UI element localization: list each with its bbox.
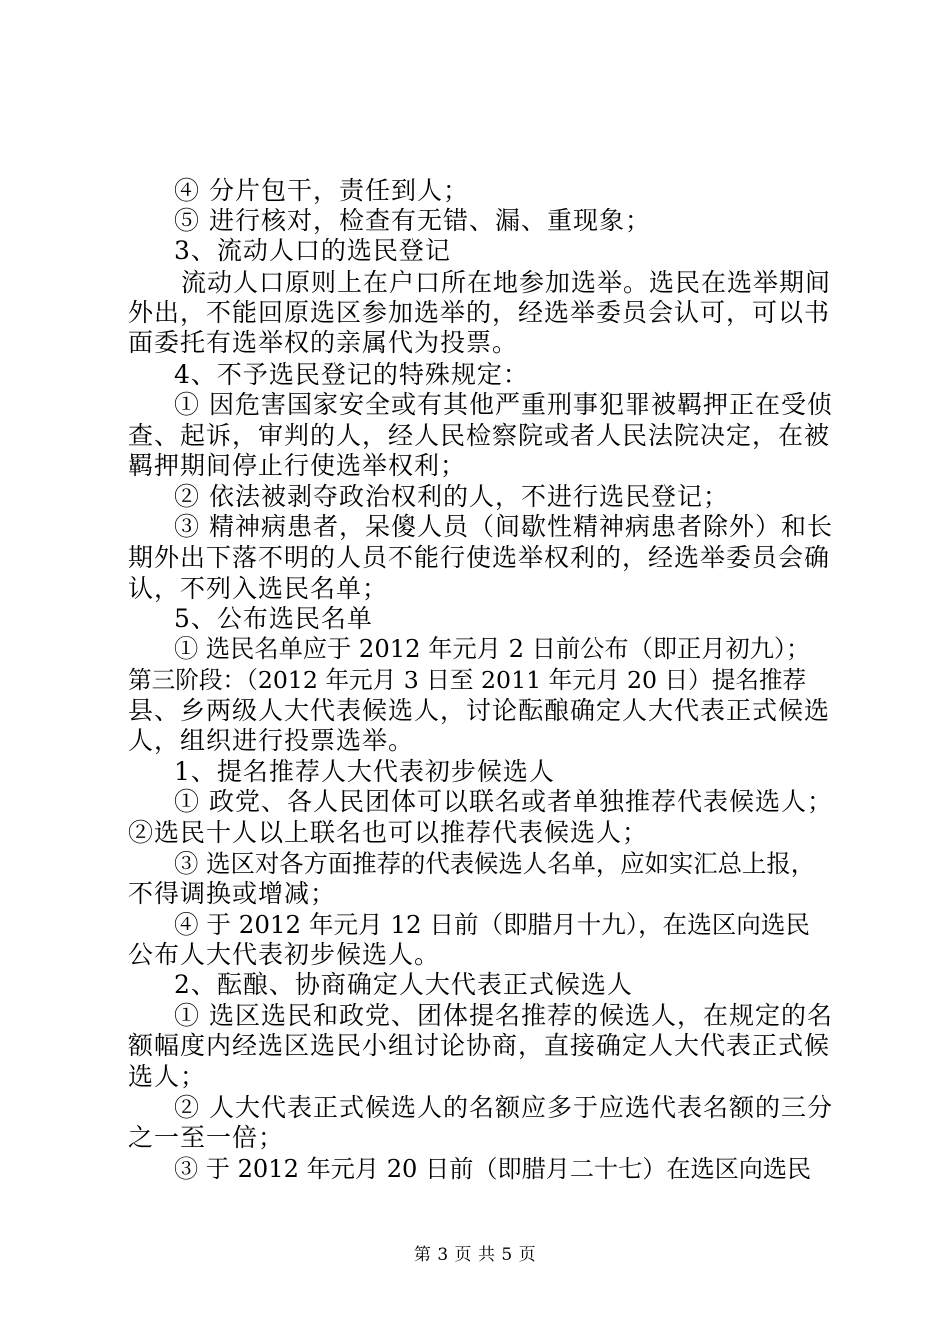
- section-heading: 4、不予选民登记的特殊规定：: [174, 360, 529, 389]
- text-line: 额幅度内经选区选民小组讨论协商，直接确定人大代表正式候: [128, 1031, 831, 1060]
- text-line: ④ 于 2012 年元月 12 日前（即腊月十九），在选区向选民: [174, 910, 810, 939]
- text-line: 外出，不能回原选区参加选举的，经选举委员会认可，可以书: [128, 298, 831, 327]
- text-line: ② 依法被剥夺政治权利的人，不进行选民登记；: [174, 482, 729, 511]
- section-heading: 2、酝酿、协商确定人大代表正式候选人: [174, 970, 633, 999]
- text-line: 认，不列入选民名单；: [128, 574, 389, 603]
- text-line: 羁押期间停止行使选举权利；: [128, 451, 467, 480]
- text-line: ① 选区选民和政党、团体提名推荐的候选人，在规定的名: [174, 1001, 833, 1030]
- text-line: ③ 选区对各方面推荐的代表候选人名单，应如实汇总上报，: [174, 849, 816, 878]
- text-line: ① 因危害国家安全或有其他严重刑事犯罪被羁押正在受侦: [174, 390, 833, 419]
- text-line: ① 政党、各人民团体可以联名或者单独推荐代表候选人；: [174, 787, 833, 816]
- text-line: ⑤ 进行核对，检查有无错、漏、重现象；: [174, 206, 651, 235]
- section-heading: 5、公布选民名单: [174, 604, 373, 633]
- text-line: ③ 于 2012 年元月 20 日前（即腊月二十七）在选区向选民: [174, 1155, 812, 1183]
- page-number-footer: 第 3 页 共 5 页: [413, 1245, 537, 1265]
- text-line: ④ 分片包干，责任到人；: [174, 176, 469, 205]
- text-line: ③ 精神病患者，呆傻人员（间歇性精神病患者除外）和长: [174, 512, 833, 541]
- text-line: ① 选民名单应于 2012 年元月 2 日前公布（即正月初九）；: [174, 635, 811, 663]
- text-line: 面委托有选举权的亲属代为投票。: [128, 328, 519, 357]
- section-heading: 1、提名推荐人大代表初步候选人: [174, 757, 555, 786]
- stage-heading: 第三阶段：（2012 年元月 3 日至 2011 年元月 20 日）提名推荐: [128, 666, 807, 694]
- text-line: 之一至一倍；: [128, 1123, 285, 1152]
- text-line: 人，组织进行投票选举。: [128, 726, 415, 755]
- text-line: ② 人大代表正式候选人的名额应多于应选代表名额的三分: [174, 1093, 833, 1122]
- text-line: 公布人大代表初步候选人。: [128, 940, 441, 969]
- text-line: 不得调换或增减；: [128, 879, 337, 908]
- text-line: 查、起诉，审判的人，经人民检察院或者人民法院决定，在被: [128, 421, 831, 450]
- text-line: ②选民十人以上联名也可以推荐代表候选人；: [128, 818, 649, 847]
- text-line: 期外出下落不明的人员不能行使选举权利的，经选举委员会确: [128, 543, 831, 572]
- text-line: 县、乡两级人大代表候选人，讨论酝酿确定人大代表正式候选: [128, 696, 831, 725]
- section-heading: 3、流动人口的选民登记: [174, 236, 451, 265]
- text-line: 选人；: [128, 1062, 207, 1091]
- text-line: 流动人口原则上在户口所在地参加选举。选民在选举期间: [181, 268, 832, 297]
